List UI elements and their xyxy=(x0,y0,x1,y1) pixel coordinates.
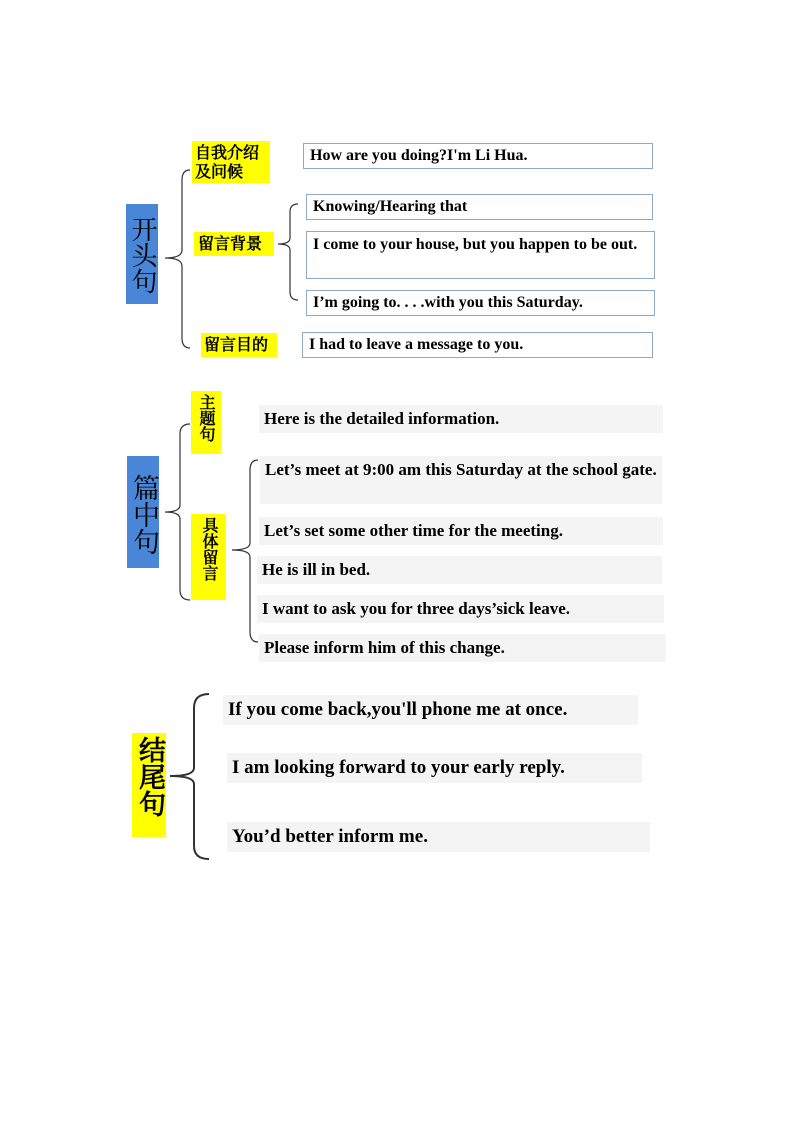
opening-brace xyxy=(165,170,190,348)
body-detail-brace xyxy=(232,460,258,642)
body-brace xyxy=(165,424,190,600)
body-sentence-other-time: Let’s set some other time for the meeting. xyxy=(259,517,663,545)
body-sentence-ill: He is ill in bed. xyxy=(257,556,662,584)
opening-sentence-going: I’m going to. . . .with you this Saturday. xyxy=(306,290,655,316)
opening-background-brace xyxy=(278,204,298,300)
opening-sentence-knowing: Knowing/Hearing that xyxy=(306,194,653,220)
opening-group-greeting-label: 自我介绍及问候 xyxy=(192,141,270,183)
body-sentence-inform-him: Please inform him of this change. xyxy=(259,634,666,662)
closing-sentence-inform-me: You’d better inform me. xyxy=(227,822,650,852)
closing-sentence-phone: If you come back,you'll phone me at once. xyxy=(223,695,638,725)
opening-sentence-out: I come to your house, but you happen to be out. xyxy=(306,231,655,279)
body-sentence-topic: Here is the detailed information. xyxy=(259,405,663,433)
body-group-detail-label: 具体留言 xyxy=(191,514,226,600)
closing-sentence-reply: I am looking forward to your early reply. xyxy=(227,753,642,783)
opening-sentence-purpose: I had to leave a message to you. xyxy=(302,332,653,358)
body-section-label: 篇中句 xyxy=(127,456,159,568)
closing-brace xyxy=(170,694,209,859)
opening-section-label: 开头句 xyxy=(126,204,158,304)
opening-group-background-label: 留言背景 xyxy=(194,232,274,256)
opening-group-purpose-label: 留言目的 xyxy=(201,333,277,357)
body-sentence-leave: I want to ask you for three days’sick leave. xyxy=(257,595,664,623)
body-group-topic-label: 主题句 xyxy=(191,391,221,454)
closing-section-label: 结尾句 xyxy=(132,733,166,837)
body-sentence-meet: Let’s meet at 9:00 am this Saturday at the school gate. xyxy=(260,456,662,504)
opening-sentence-greeting: How are you doing?I'm Li Hua. xyxy=(303,143,653,169)
